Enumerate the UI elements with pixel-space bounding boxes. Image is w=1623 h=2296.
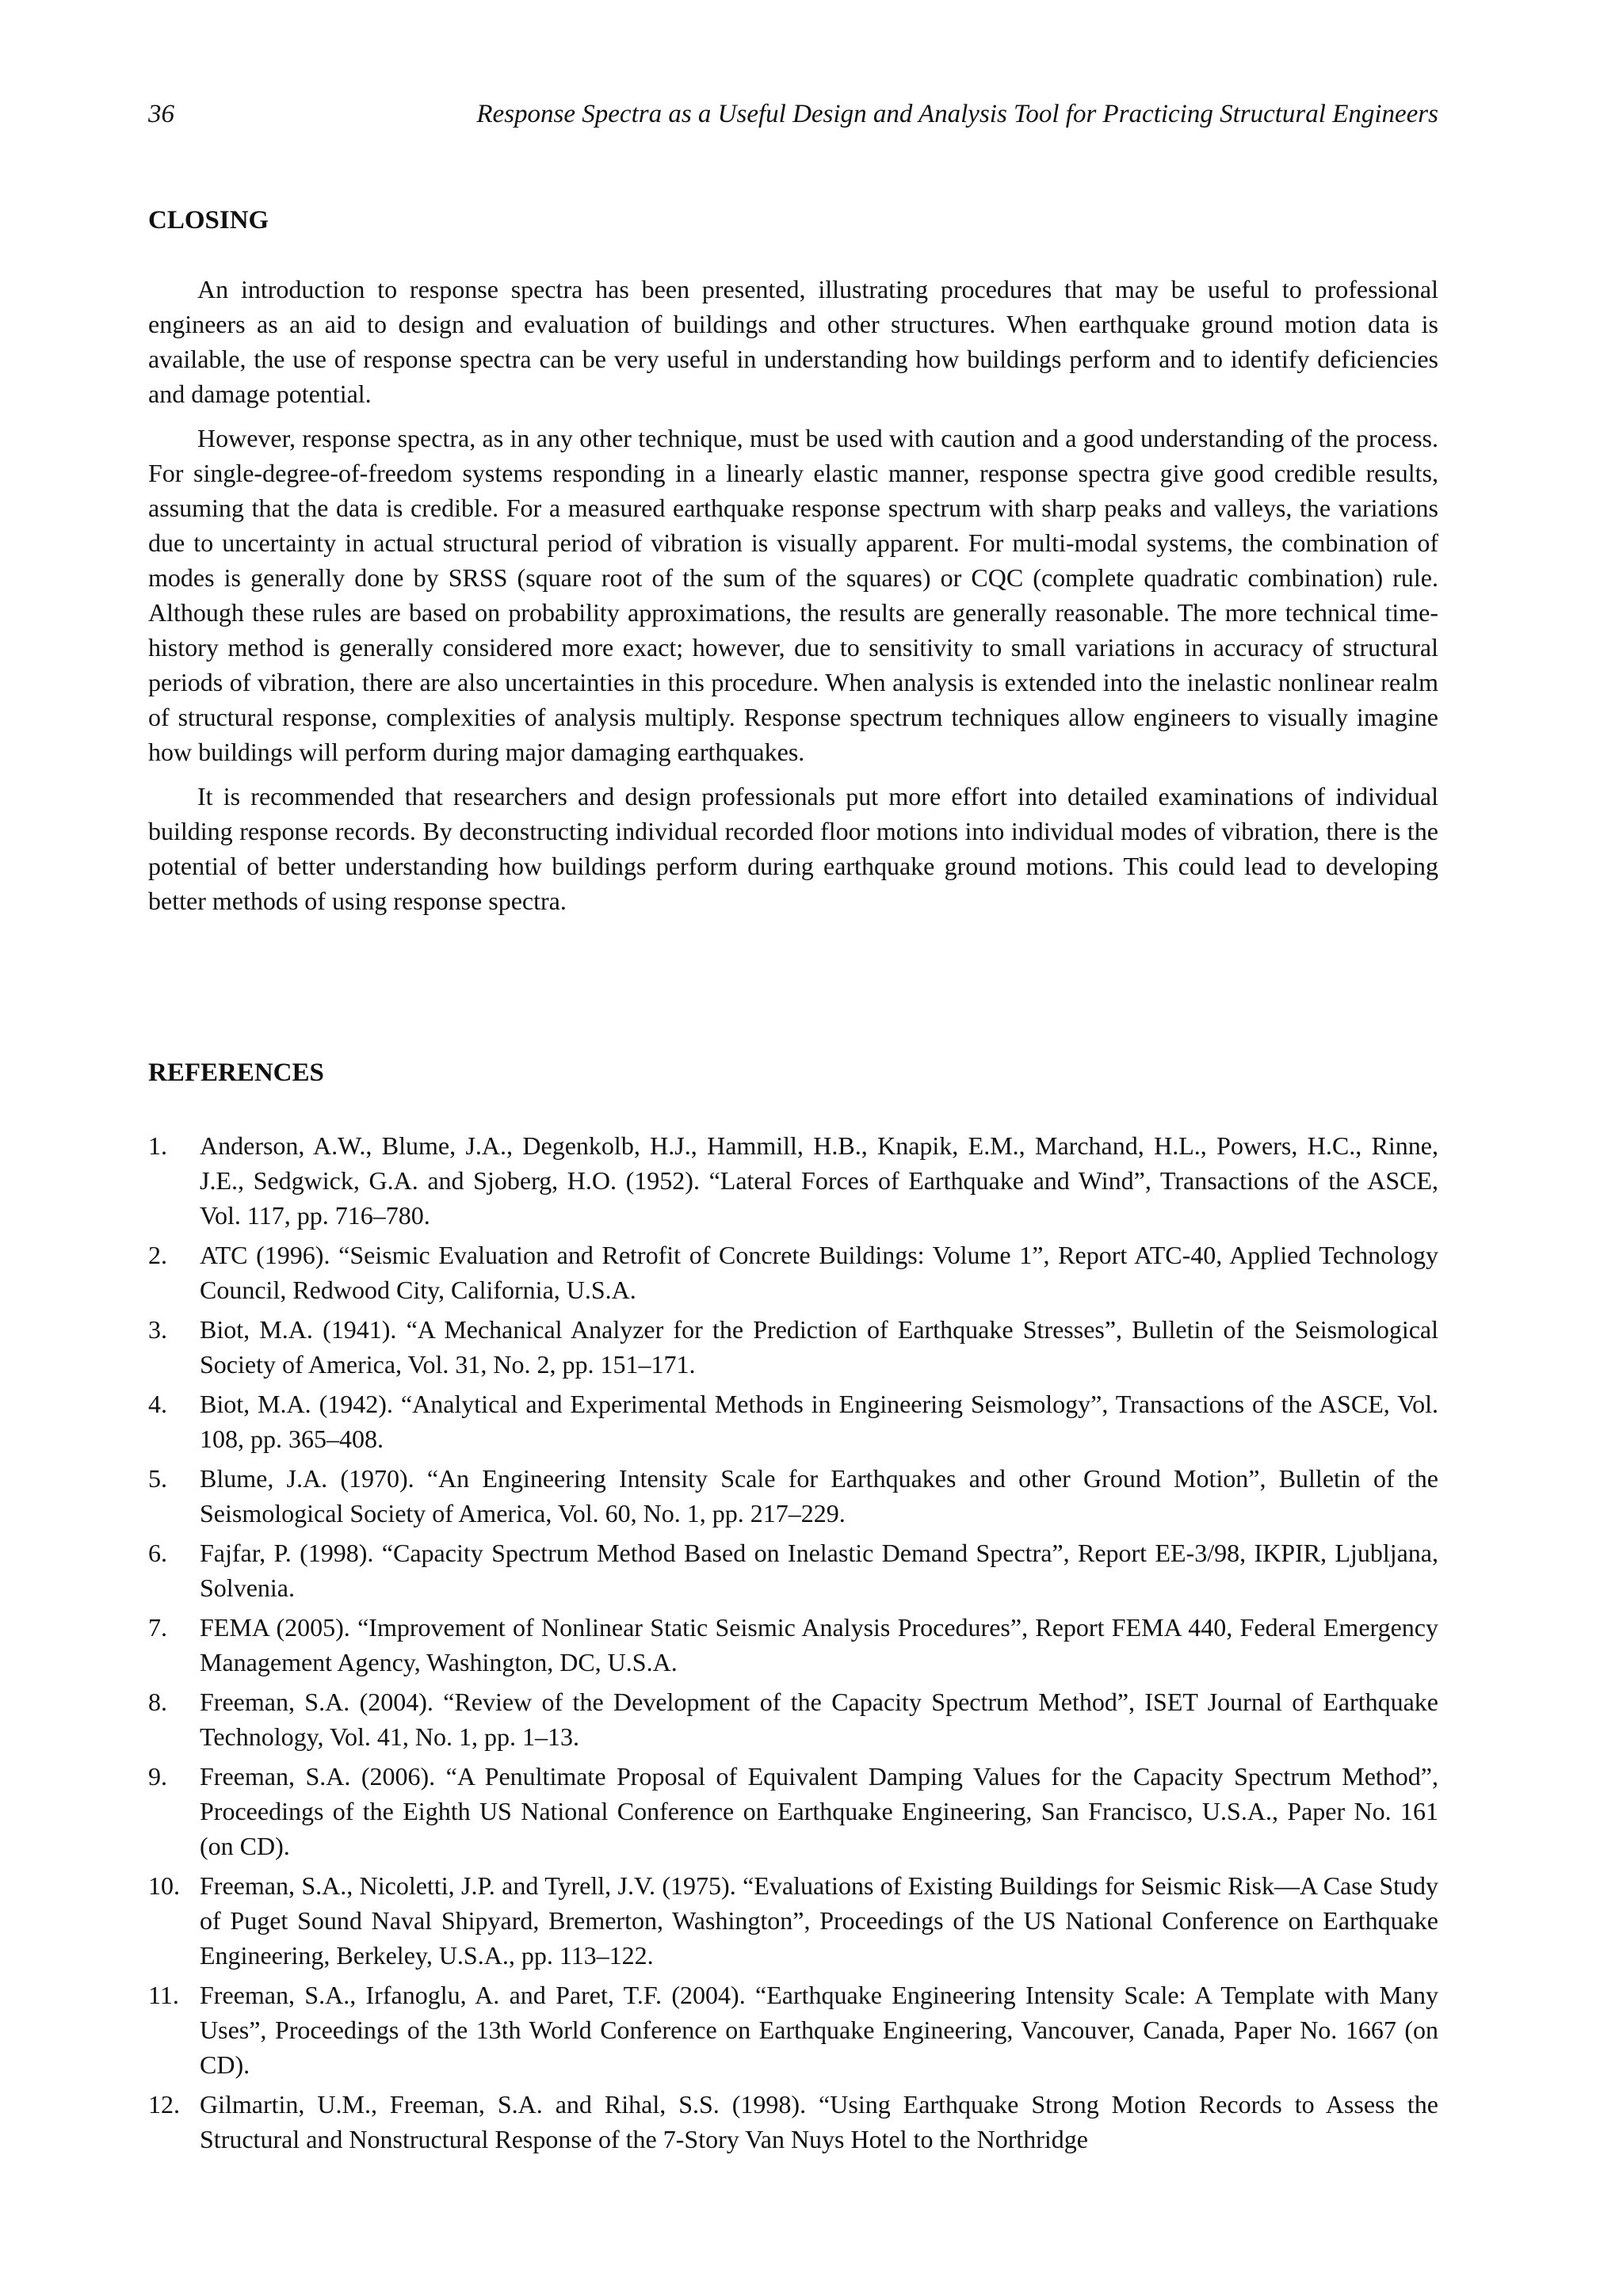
- reference-text: FEMA (2005). “Improvement of Nonlinear Static Seismic Analysis Procedures”, Report FEMA 440, Federal Emergency Management Agency, Washington, DC, U.S.A.: [200, 1613, 1438, 1676]
- closing-paragraph-3: It is recommended that researchers and design professionals put more effort into detailed examinations of individual building response records. By deconstructing individual recorded floor motions into individual modes of vibration, there is the potential of better understanding how buildings perform during earthquake ground motions. This could lead to developing better methods of using response spectra.: [148, 782, 1438, 915]
- reference-item: [148, 1868, 1438, 1973]
- reference-number: 11.: [148, 1981, 179, 2009]
- reference-number: 2.: [148, 1241, 167, 1269]
- reference-item: [148, 1312, 1438, 1382]
- reference-item: [148, 1610, 1438, 1680]
- reference-text: Freeman, S.A. (2004). “Review of the Development of the Capacity Spectrum Method”, ISET Journal of Earthquake Technology, Vol. 41, No. 1, pp. 1–13.: [200, 1688, 1438, 1751]
- reference-number: 7.: [148, 1613, 167, 1642]
- reference-item: [148, 1386, 1438, 1456]
- reference-item: [148, 1461, 1438, 1531]
- closing-paragraph-1: An introduction to response spectra has been presented, illustrating procedures that may be useful to professional engineers as an aid to design and evaluation of buildings and other structures. When earthquake ground motion data is available, the use of response spectra can be very useful in understanding how buildings perform and to identify deficiencies and damage potential.: [148, 275, 1438, 408]
- reference-text: Fajfar, P. (1998). “Capacity Spectrum Method Based on Inelastic Demand Spectra”, Report EE-3/98, IKPIR, Ljubljana, Solvenia.: [200, 1539, 1438, 1602]
- reference-number: 10.: [148, 1871, 180, 1900]
- reference-text: Gilmartin, U.M., Freeman, S.A. and Rihal, S.S. (1998). “Using Earthquake Strong Motion Records to Assess the Structural and Nonstructural Response of the 7-Story Van Nuys Hotel to the Northridge: [200, 2090, 1438, 2153]
- reference-text: Anderson, A.W., Blume, J.A., Degenkolb, H.J., Hammill, H.B., Knapik, E.M., Marchand, H.L., Powers, H.C., Rinne, J.E., Sedgwick, G.A. and Sjoberg, H.O. (1952). “Lateral Forces of Earthquake and Wind”, Transactions of the ASCE, Vol. 117, pp. 716–780.: [200, 1131, 1438, 1230]
- reference-text: Biot, M.A. (1941). “A Mechanical Analyzer for the Prediction of Earthquake Stresses”, Bulletin of the Seismological Society of America, Vol. 31, No. 2, pp. 151–171.: [200, 1315, 1438, 1379]
- reference-text: Blume, J.A. (1970). “An Engineering Intensity Scale for Earthquakes and other Ground Motion”, Bulletin of the Seismological Society of America, Vol. 60, No. 1, pp. 217–229.: [200, 1464, 1438, 1527]
- reference-item: [148, 1238, 1438, 1307]
- running-title: Response Spectra as a Useful Design and Analysis Tool for Practicing Structural Engineers: [476, 100, 1438, 128]
- closing-heading: CLOSING: [148, 206, 269, 235]
- reference-number: 6.: [148, 1539, 167, 1567]
- reference-item: [148, 1978, 1438, 2082]
- reference-text: ATC (1996). “Seismic Evaluation and Retrofit of Concrete Buildings: Volume 1”, Report ATC-40, Applied Technology Council, Redwood City, California, U.S.A.: [200, 1241, 1438, 1304]
- reference-text: Biot, M.A. (1942). “Analytical and Experimental Methods in Engineering Seismology”, Transactions of the ASCE, Vol. 108, pp. 365–408.: [200, 1390, 1438, 1453]
- references-heading: REFERENCES: [148, 1058, 324, 1087]
- reference-text: Freeman, S.A., Nicoletti, J.P. and Tyrell, J.V. (1975). “Evaluations of Existing Buildings for Seismic Risk—A Case Study of Puget Sound Naval Shipyard, Bremerton, Washington”, Proceedings of the US National Conference on Earthquake Engineering, Berkeley, U.S.A., pp. 113–122.: [200, 1871, 1438, 1970]
- closing-paragraph-2: However, response spectra, as in any other technique, must be used with caution and a good understanding of the process. For single-degree-of-freedom systems responding in a linearly elastic manner, response spectra give good credible results, assuming that the data is credible. For a measured earthquake response spectrum with sharp peaks and valleys, the variations due to uncertainty in actual structural period of vibration is visually apparent. For multi-modal systems, the combination of modes is generally done by SRSS (square root of the sum of the squares) or CQC (complete quadratic combination) rule. Although these rules are based on probability approximations, the results are generally reasonable. The more technical time-history method is generally considered more exact; however, due to sensitivity to small variations in accuracy of structural periods of vibration, there are also uncertainties in this procedure. When analysis is extended into the inelastic nonlinear realm of structural response, complexities of analysis multiply. Response spectrum techniques allow engineers to visually imagine how buildings will perform during major damaging earthquakes.: [148, 424, 1438, 766]
- reference-number: 12.: [148, 2090, 180, 2119]
- reference-text: Freeman, S.A., Irfanoglu, A. and Paret, T.F. (2004). “Earthquake Engineering Intensity Scale: A Template with Many Uses”, Proceedings of the 13th World Conference on Earthquake Engineering, Vancouver, Canada, Paper No. 1667 (on CD).: [200, 1981, 1438, 2079]
- closing-section: [148, 272, 1438, 928]
- page-number: 36: [148, 100, 174, 128]
- reference-number: 1.: [148, 1131, 167, 1160]
- reference-number: 5.: [148, 1464, 167, 1493]
- reference-item: [148, 1759, 1438, 1863]
- references-list: [148, 1128, 1438, 2161]
- reference-number: 3.: [148, 1315, 167, 1344]
- reference-number: 8.: [148, 1688, 167, 1716]
- reference-item: [148, 1535, 1438, 1605]
- reference-item: [148, 1128, 1438, 1233]
- reference-text: Freeman, S.A. (2006). “A Penultimate Proposal of Equivalent Damping Values for the Capacity Spectrum Method”, Proceedings of the Eighth US National Conference on Earthquake Engineering, San Francisco, U.S.A., Paper No. 161 (on CD).: [200, 1762, 1438, 1860]
- reference-item: [148, 1684, 1438, 1754]
- reference-number: 9.: [148, 1762, 167, 1791]
- reference-item: [148, 2087, 1438, 2157]
- reference-number: 4.: [148, 1390, 167, 1418]
